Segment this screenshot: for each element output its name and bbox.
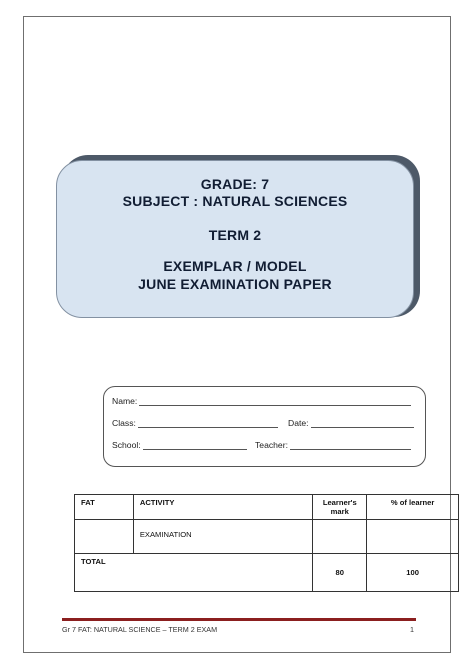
school-field[interactable]: [112, 440, 247, 450]
date-line: [311, 419, 414, 428]
date-field[interactable]: [288, 418, 414, 428]
header-learner-mark: Learner's mark: [313, 495, 367, 520]
term-heading: TERM 2: [208, 227, 262, 243]
footer-text: Gr 7 FAT: NATURAL SCIENCE – TERM 2 EXAM: [62, 625, 218, 634]
total-mark: 80: [313, 554, 367, 592]
cover-title-box: [56, 160, 414, 318]
name-label: Name:: [112, 396, 138, 406]
total-label: TOTAL: [75, 554, 313, 592]
table-row: [75, 520, 459, 554]
teacher-label: Teacher:: [255, 440, 288, 450]
grade-heading: GRADE: 7: [200, 176, 270, 192]
school-line: [143, 441, 247, 450]
name-line: [139, 397, 411, 406]
exemplar-heading: EXEMPLAR / MODEL: [163, 258, 307, 274]
page-number: 1: [410, 625, 414, 634]
class-field[interactable]: [112, 418, 278, 428]
class-label: Class:: [112, 418, 136, 428]
header-activity: ACTIVITY: [133, 495, 312, 520]
mark-cell: [313, 520, 367, 554]
subject-heading: SUBJECT : NATURAL SCIENCES: [122, 193, 348, 209]
footer-rule: [62, 618, 416, 621]
percent-cell: [367, 520, 459, 554]
date-label: Date:: [288, 418, 309, 428]
header-fat: FAT: [75, 495, 134, 520]
fat-cell: [75, 520, 134, 554]
name-field[interactable]: [112, 396, 411, 406]
activity-cell: EXAMINATION: [133, 520, 312, 554]
learner-details-box: [103, 386, 426, 467]
paper-heading: JUNE EXAMINATION PAPER: [138, 276, 332, 292]
header-percent: % of learner: [367, 495, 459, 520]
school-label: School:: [112, 440, 141, 450]
total-percent: 100: [367, 554, 459, 592]
teacher-line: [290, 441, 411, 450]
table-header-row: [75, 495, 459, 520]
marks-table: [74, 494, 459, 592]
class-line: [138, 419, 278, 428]
table-total-row: [75, 554, 459, 592]
teacher-field[interactable]: [255, 440, 411, 450]
